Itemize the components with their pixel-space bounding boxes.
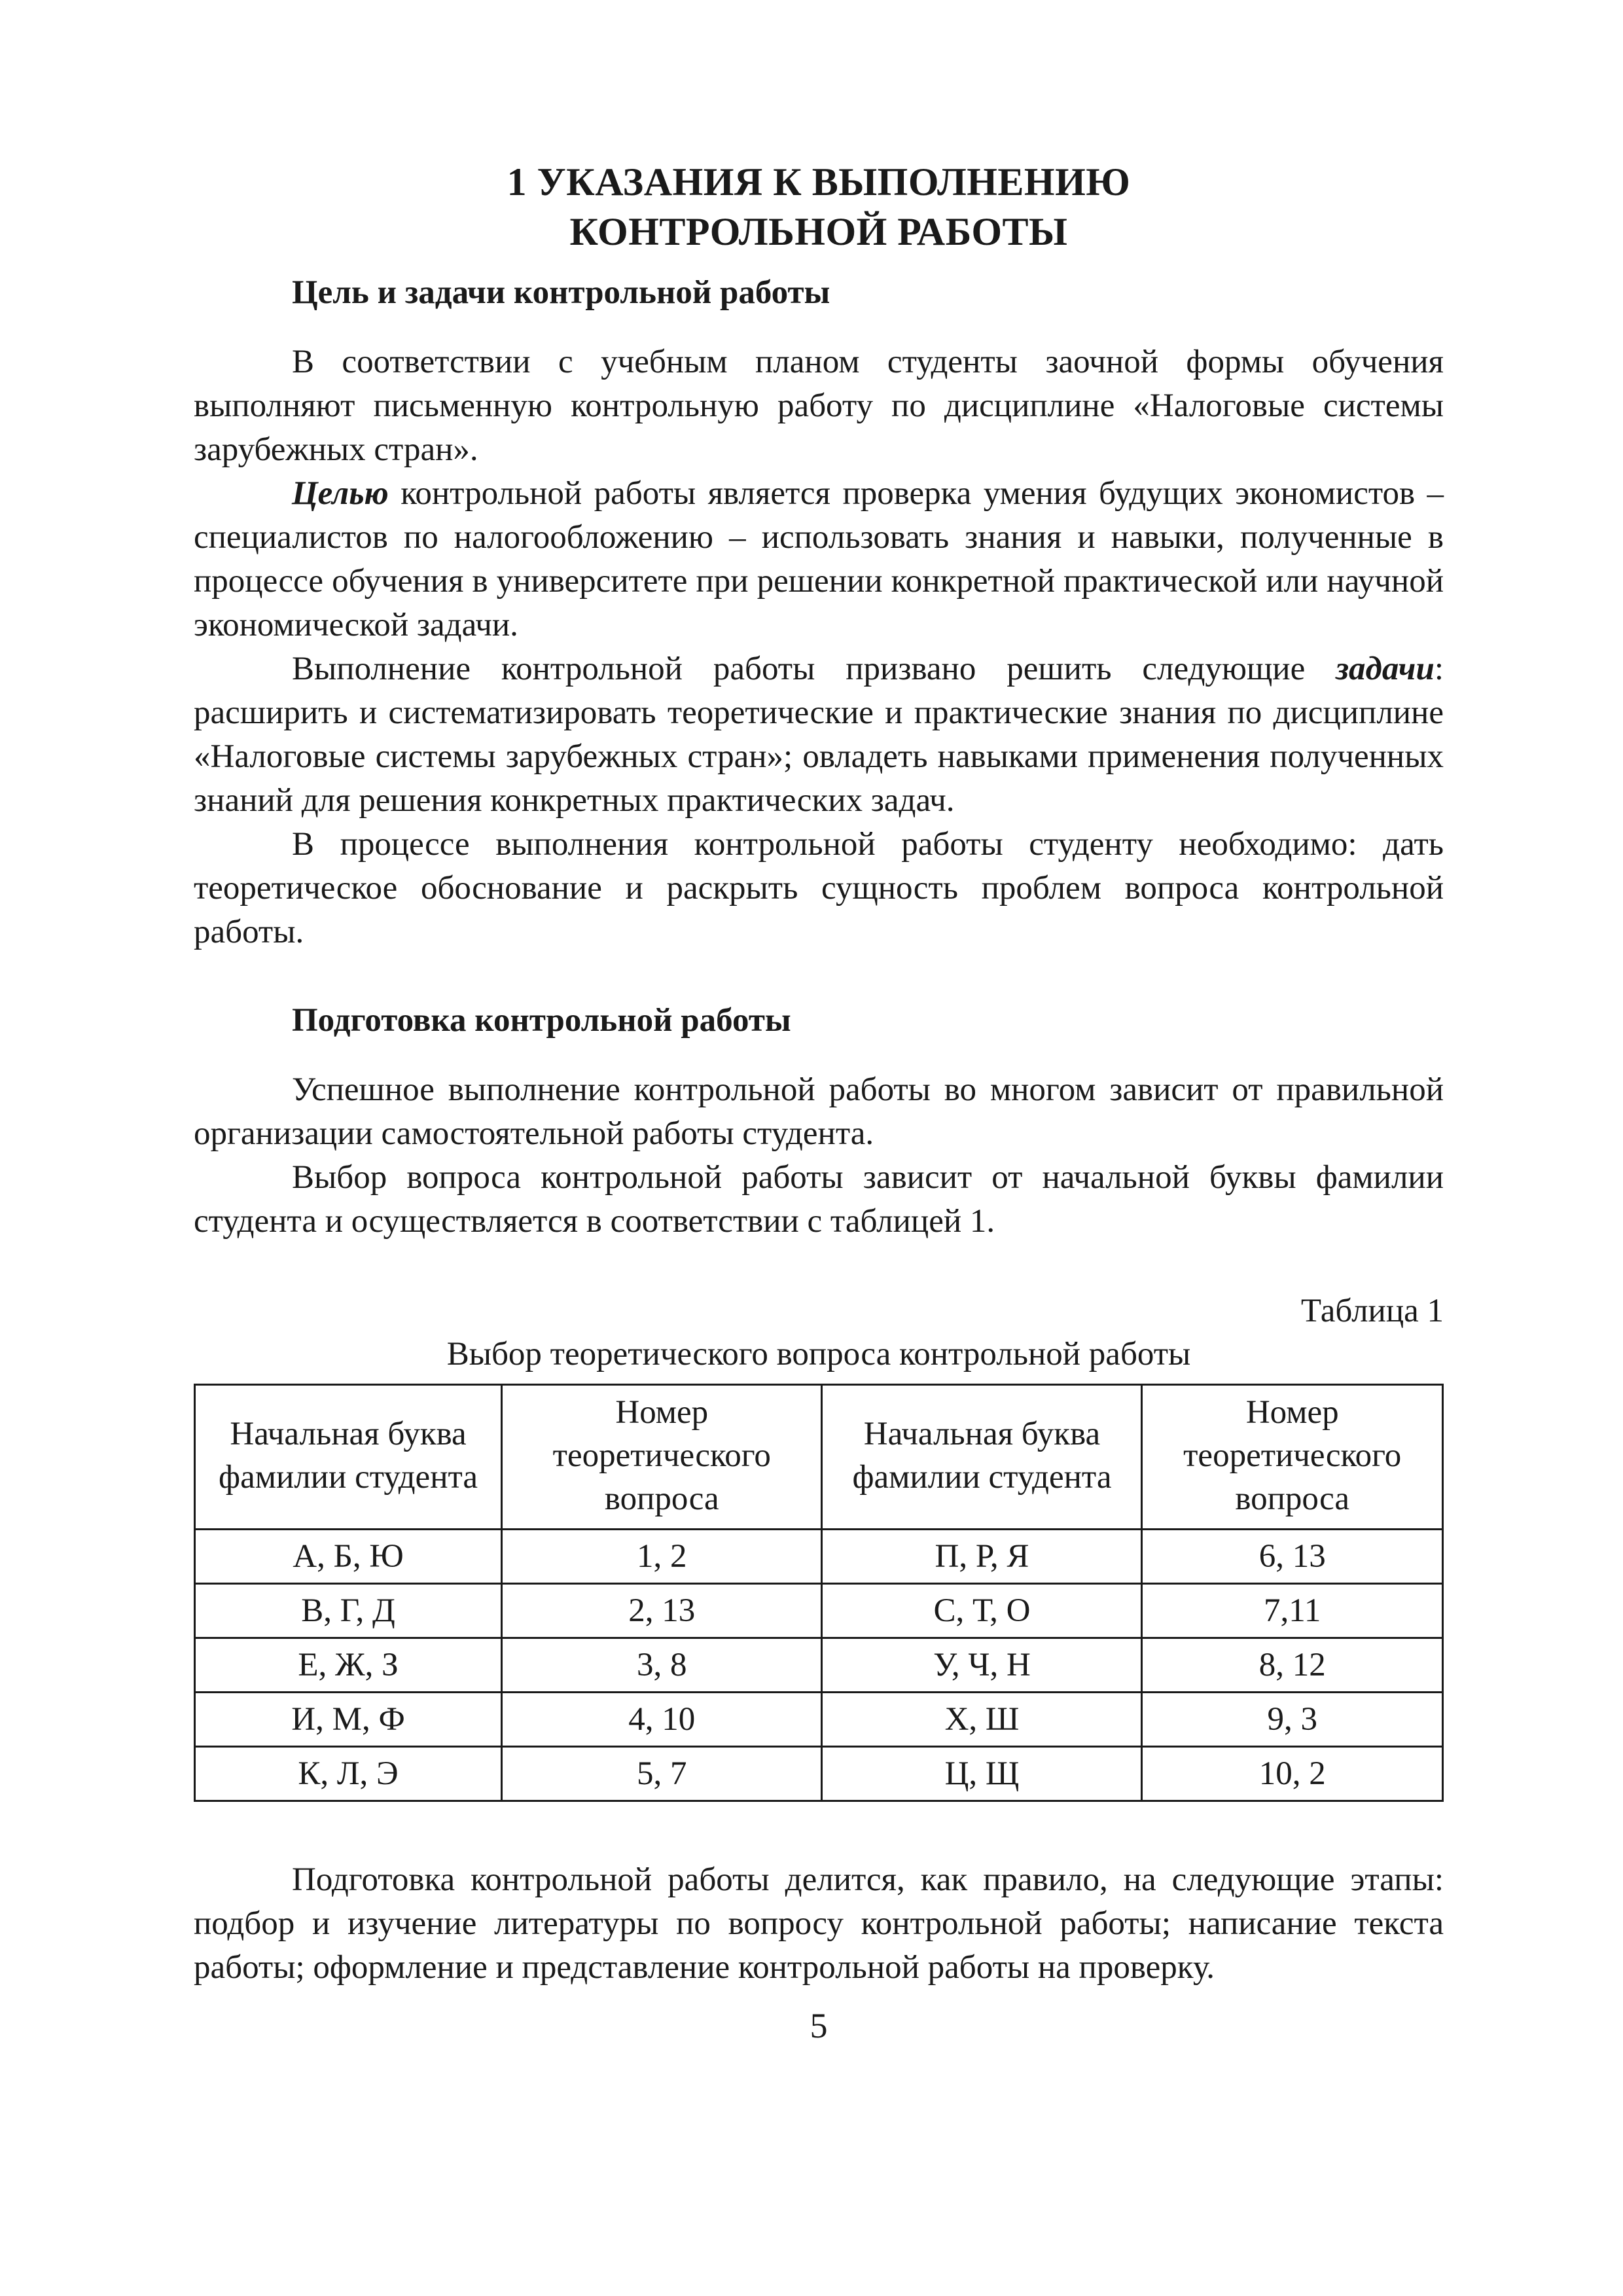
goals-paragraph-3 xyxy=(194,647,1444,823)
table-row xyxy=(195,1693,1443,1747)
table-cell: Ц, Щ xyxy=(822,1747,1142,1801)
goals-paragraph-3-start: Выполнение контрольной работы призвано решить следующие xyxy=(292,651,1336,687)
table-cell: 7,11 xyxy=(1142,1584,1443,1638)
header-number-1: Номер теоретического вопроса xyxy=(502,1385,822,1530)
table-cell: 5, 7 xyxy=(502,1747,822,1801)
goals-heading: Цель и задачи контрольной работы xyxy=(292,274,830,311)
table-cell: 8, 12 xyxy=(1142,1638,1443,1693)
goals-paragraph-2-text: контрольной работы является проверка умения будущих экономистов – специалистов по налогообложению – использовать знания и навыки, полученные в процессе обучения в университете при решении конкретной практической или научной экономической задачи. xyxy=(194,475,1444,643)
goals-paragraph-2 xyxy=(194,472,1444,647)
table-cell: 6, 13 xyxy=(1142,1530,1443,1584)
table-cell: А, Б, Ю xyxy=(195,1530,502,1584)
table-cell: П, Р, Я xyxy=(822,1530,1142,1584)
section-title xyxy=(194,157,1444,257)
header-letter-1: Начальная буква фамилии студента xyxy=(195,1385,502,1530)
table-cell: 1, 2 xyxy=(502,1530,822,1584)
table-row xyxy=(195,1747,1443,1801)
prep-paragraph-1: Успешное выполнение контрольной работы во многом зависит от правильной организации самостоятельной работы студента. xyxy=(194,1071,1444,1152)
table-cell: 10, 2 xyxy=(1142,1747,1443,1801)
table-cell: 9, 3 xyxy=(1142,1693,1443,1747)
prep-paragraph-3: Подготовка контрольной работы делится, как правило, на следующие этапы: подбор и изучение литературы по вопросу контрольной работы; написание текста работы; оформление и представление контрольной работы на проверку. xyxy=(194,1861,1444,1986)
table-cell: 2, 13 xyxy=(502,1584,822,1638)
table-cell: У, Ч, Н xyxy=(822,1638,1142,1693)
page-number: 5 xyxy=(810,2006,828,2045)
goals-paragraph-3-text: : расширить и систематизировать теоретические и практические знания по дисциплине «Налоговые системы зарубежных стран»; овладеть навыками применения полученных знаний для решения конкретных практических задач. xyxy=(194,651,1444,819)
tasks-emphasis: задачи xyxy=(1336,651,1435,687)
goal-emphasis: Целью xyxy=(292,475,389,512)
table-title: Выбор теоретического вопроса контрольной работы xyxy=(446,1336,1191,1372)
table-label: Таблица 1 xyxy=(1300,1293,1444,1329)
table-row xyxy=(195,1530,1443,1584)
table-cell: 3, 8 xyxy=(502,1638,822,1693)
table-cell: Х, Ш xyxy=(822,1693,1142,1747)
goals-paragraph-1: В соответствии с учебным планом студенты заочной формы обучения выполняют письменную контрольную работу по дисциплине «Налоговые системы зарубежных стран». xyxy=(194,344,1444,468)
table-cell: К, Л, Э xyxy=(195,1747,502,1801)
document-page xyxy=(194,157,1444,2251)
table-header-row xyxy=(195,1385,1443,1530)
table-row xyxy=(195,1584,1443,1638)
table-cell: 4, 10 xyxy=(502,1693,822,1747)
header-number-2: Номер теоретического вопроса xyxy=(1142,1385,1443,1530)
section-title-line-1: 1 УКАЗАНИЯ К ВЫПОЛНЕНИЮ xyxy=(507,160,1131,204)
header-letter-2: Начальная буква фамилии студента xyxy=(822,1385,1142,1530)
goals-paragraph-4: В процессе выполнения контрольной работы студенту необходимо: дать теоретическое обоснование и раскрыть сущность проблем вопроса контрольной работы. xyxy=(194,826,1444,950)
table-cell: В, Г, Д xyxy=(195,1584,502,1638)
prep-heading: Подготовка контрольной работы xyxy=(292,1002,791,1039)
prep-paragraph-2: Выбор вопроса контрольной работы зависит от начальной буквы фамилии студента и осуществляется в соответствии с таблицей 1. xyxy=(194,1159,1444,1240)
question-selection-table xyxy=(194,1384,1444,1802)
table-cell: Е, Ж, З xyxy=(195,1638,502,1693)
table-cell: И, М, Ф xyxy=(195,1693,502,1747)
section-title-line-2: КОНТРОЛЬНОЙ РАБОТЫ xyxy=(569,210,1068,253)
table-row xyxy=(195,1638,1443,1693)
table-cell: С, Т, О xyxy=(822,1584,1142,1638)
